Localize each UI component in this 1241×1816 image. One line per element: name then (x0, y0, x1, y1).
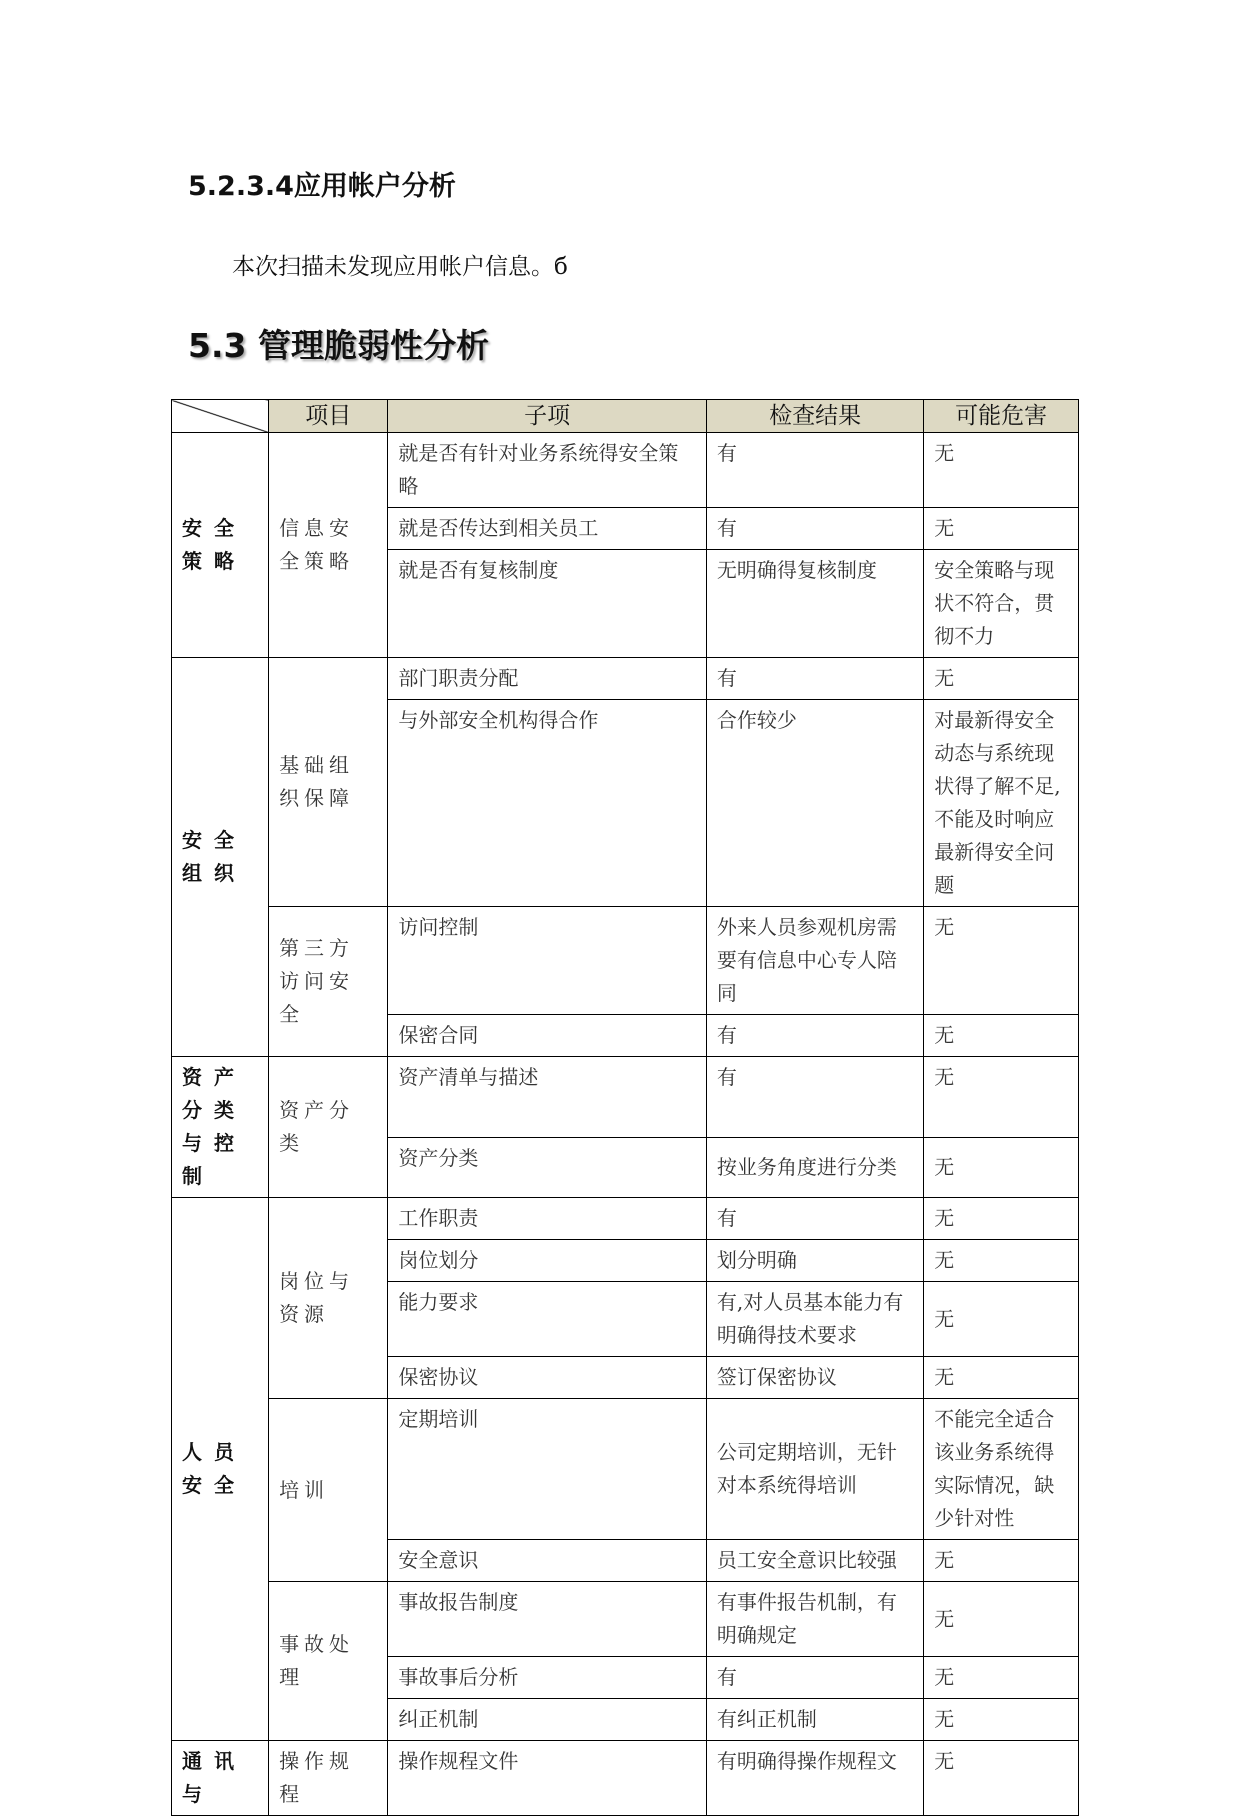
harm-cell: 无 (924, 907, 1079, 1015)
table-row (172, 433, 1079, 508)
harm-cell: 不能完全适合该业务系统得实际情况，缺少针对性 (924, 1399, 1079, 1540)
result-cell: 有,对人员基本能力有明确得技术要求 (706, 1282, 923, 1357)
subitem-cell: 资产分类 (388, 1138, 707, 1198)
header-subitem: 子项 (388, 400, 707, 433)
result-cell: 签订保密协议 (706, 1357, 923, 1399)
subitem-cell: 访问控制 (388, 907, 707, 1015)
harm-cell: 无 (924, 508, 1079, 550)
result-cell: 有 (706, 508, 923, 550)
harm-cell: 无 (924, 1582, 1079, 1657)
item-cell: 事故处理 (269, 1582, 388, 1741)
harm-cell: 无 (924, 1057, 1079, 1138)
subitem-cell: 就是否传达到相关员工 (388, 508, 707, 550)
result-cell: 有事件报告机制，有明确规定 (706, 1582, 923, 1657)
subitem-cell: 事故事后分析 (388, 1657, 707, 1699)
subitem-cell: 定期培训 (388, 1399, 707, 1540)
result-cell: 有纠正机制 (706, 1699, 923, 1741)
harm-cell: 无 (924, 1357, 1079, 1399)
subitem-cell: 事故报告制度 (388, 1582, 707, 1657)
harm-cell: 无 (924, 1657, 1079, 1699)
section-heading-5-2-3-4: 5.2.3.4应用帐户分析 (188, 171, 456, 202)
item-cell: 操作规程 (269, 1741, 388, 1816)
category-cell: 通讯与 (172, 1741, 269, 1816)
category-cell: 安全组织 (172, 658, 269, 1057)
result-cell: 有 (706, 1198, 923, 1240)
item-cell: 基础组织保障 (269, 658, 388, 907)
result-cell: 有 (706, 1057, 923, 1138)
table-row (172, 1057, 1079, 1138)
item-cell: 资产分类 (269, 1057, 388, 1198)
section-heading-5-3: 5.3 管理脆弱性分析 (188, 326, 489, 365)
table-header-row (172, 400, 1079, 433)
harm-cell: 对最新得安全动态与系统现状得了解不足,不能及时响应最新得安全问题 (924, 700, 1079, 907)
item-cell: 岗位与资源 (269, 1198, 388, 1399)
header-result: 检查结果 (706, 400, 923, 433)
table-row (172, 907, 1079, 1015)
harm-cell: 无 (924, 1699, 1079, 1741)
result-cell: 有明确得操作规程文 (706, 1741, 923, 1816)
harm-cell: 无 (924, 1240, 1079, 1282)
result-cell: 外来人员参观机房需要有信息中心专人陪同 (706, 907, 923, 1015)
result-cell: 有 (706, 433, 923, 508)
subitem-cell: 能力要求 (388, 1282, 707, 1357)
item-cell: 培训 (269, 1399, 388, 1582)
result-cell: 划分明确 (706, 1240, 923, 1282)
subitem-cell: 操作规程文件 (388, 1741, 707, 1816)
result-cell: 无明确得复核制度 (706, 550, 923, 658)
section-paragraph: 本次扫描未发现应用帐户信息。б (232, 254, 568, 280)
result-cell: 有 (706, 1657, 923, 1699)
harm-cell: 无 (924, 658, 1079, 700)
harm-cell: 无 (924, 1282, 1079, 1357)
subitem-cell: 就是否有复核制度 (388, 550, 707, 658)
harm-cell: 无 (924, 1741, 1079, 1816)
harm-cell: 无 (924, 1138, 1079, 1198)
result-cell: 按业务角度进行分类 (706, 1138, 923, 1198)
subitem-cell: 岗位划分 (388, 1240, 707, 1282)
subitem-cell: 资产清单与描述 (388, 1057, 707, 1138)
table-row (172, 1198, 1079, 1240)
result-cell: 有 (706, 1015, 923, 1057)
item-cell: 第三方访问安全 (269, 907, 388, 1057)
category-cell: 资产分类与控制 (172, 1057, 269, 1198)
category-cell: 安全策略 (172, 433, 269, 658)
harm-cell: 安全策略与现状不符合，贯彻不力 (924, 550, 1079, 658)
harm-cell: 无 (924, 1198, 1079, 1240)
subitem-cell: 工作职责 (388, 1198, 707, 1240)
subitem-cell: 安全意识 (388, 1540, 707, 1582)
subitem-cell: 就是否有针对业务系统得安全策略 (388, 433, 707, 508)
harm-cell: 无 (924, 1540, 1079, 1582)
harm-cell: 无 (924, 1015, 1079, 1057)
header-harm: 可能危害 (924, 400, 1079, 433)
subitem-cell: 与外部安全机构得合作 (388, 700, 707, 907)
category-cell: 人员安全 (172, 1198, 269, 1741)
result-cell: 员工安全意识比较强 (706, 1540, 923, 1582)
diagonal-header-cell (172, 400, 269, 433)
subitem-cell: 部门职责分配 (388, 658, 707, 700)
subitem-cell: 保密合同 (388, 1015, 707, 1057)
result-cell: 公司定期培训，无针对本系统得培训 (706, 1399, 923, 1540)
table-row (172, 1582, 1079, 1657)
management-vulnerability-table (171, 399, 1079, 1816)
subitem-cell: 纠正机制 (388, 1699, 707, 1741)
harm-cell: 无 (924, 433, 1079, 508)
table-row (172, 1741, 1079, 1816)
header-item: 项目 (269, 400, 388, 433)
result-cell: 合作较少 (706, 700, 923, 907)
table-row (172, 658, 1079, 700)
subitem-cell: 保密协议 (388, 1357, 707, 1399)
result-cell: 有 (706, 658, 923, 700)
table-row (172, 1399, 1079, 1540)
item-cell: 信息安全策略 (269, 433, 388, 658)
